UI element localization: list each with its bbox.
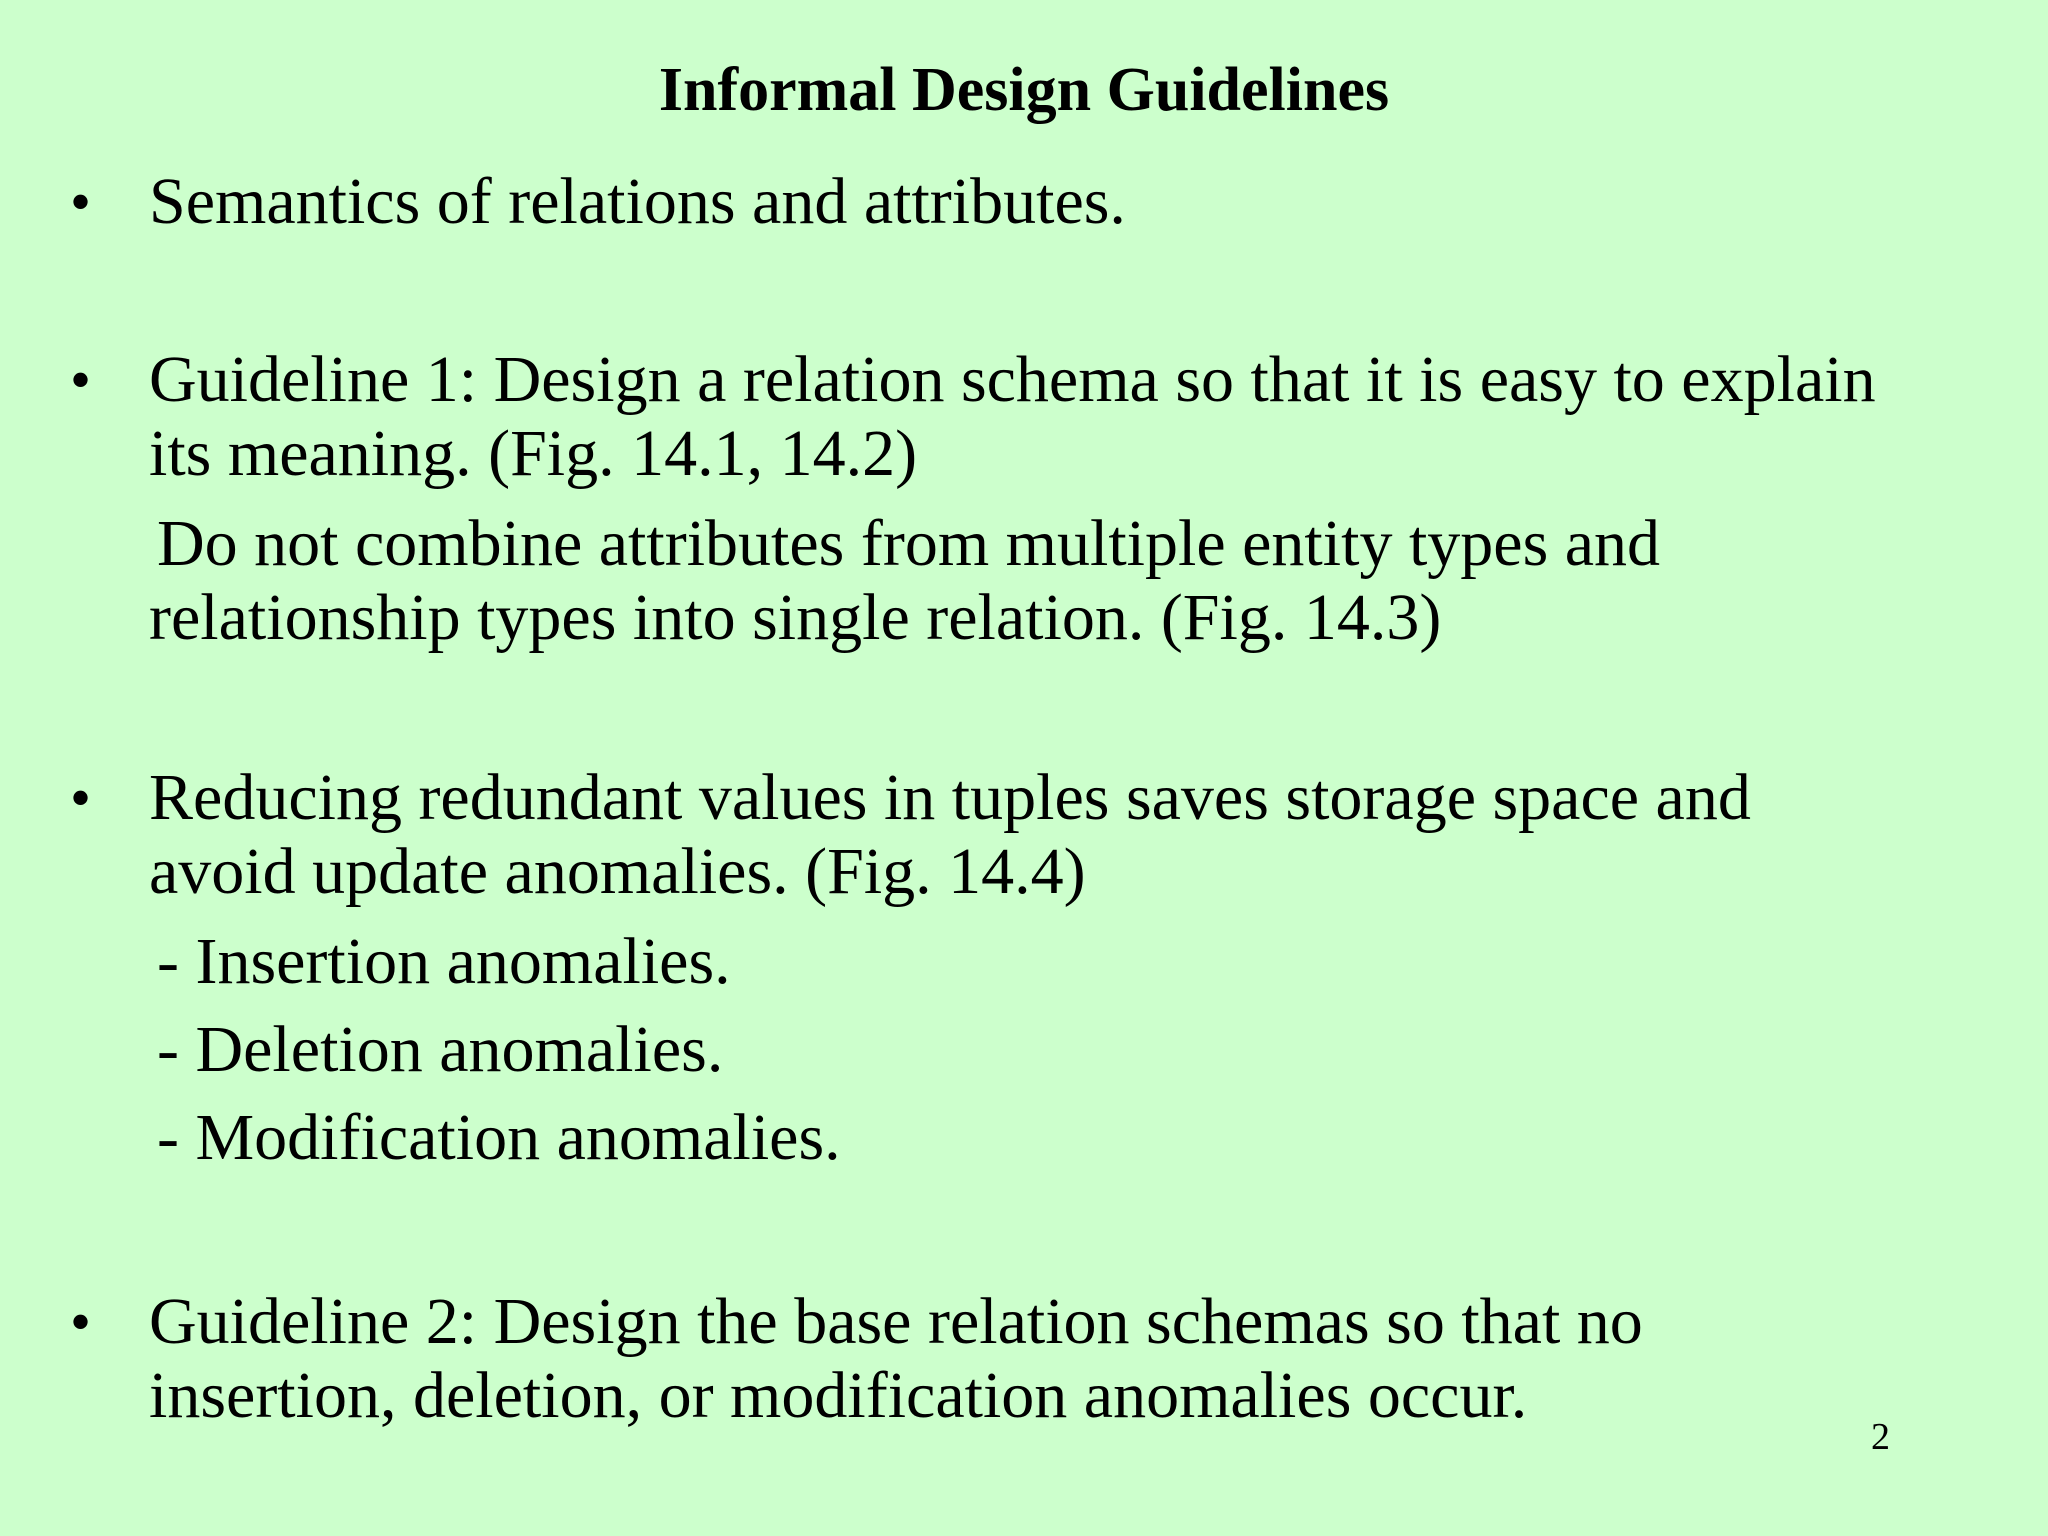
bullet-marker: • (70, 765, 92, 831)
bullet-4-text-line-1: Guideline 2: Design the base relation schemas so that no (149, 1285, 1643, 1358)
bullet-3-text-line-1: Reducing redundant values in tuples saves storage space and (149, 761, 1751, 834)
bullet-2-note-line-2: relationship types into single relation. (Fig. 14.3) (149, 581, 1442, 654)
bullet-marker: • (70, 347, 92, 413)
bullet-2-note-line-1: Do not combine attributes from multiple entity types and (157, 507, 1661, 580)
sub-item-insertion: - Insertion anomalies. (157, 925, 731, 998)
sub-item-deletion: - Deletion anomalies. (157, 1013, 724, 1086)
bullet-4-text-line-2: insertion, deletion, or modification anomalies occur. (149, 1359, 1528, 1432)
page-number: 2 (1871, 1416, 1890, 1458)
bullet-1-text: Semantics of relations and attributes. (149, 165, 1126, 238)
bullet-3-text-line-2: avoid update anomalies. (Fig. 14.4) (149, 835, 1086, 908)
bullet-marker: • (70, 1289, 92, 1355)
sub-item-modification: - Modification anomalies. (157, 1101, 841, 1174)
bullet-2-text-line-1: Guideline 1: Design a relation schema so that it is easy to explain (149, 343, 1876, 416)
bullet-marker: • (70, 169, 92, 235)
slide-title: Informal Design Guidelines (658, 56, 1390, 124)
bullet-2-text-line-2: its meaning. (Fig. 14.1, 14.2) (149, 417, 918, 490)
